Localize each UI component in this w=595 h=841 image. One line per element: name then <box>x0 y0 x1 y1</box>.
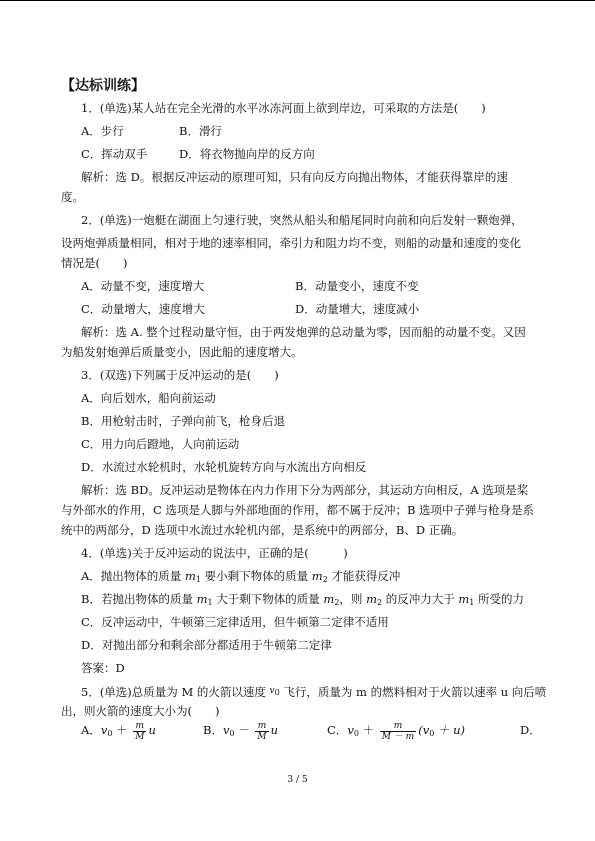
q3-option-d: D．水流过水轮机时，水轮机旋转方向与水流出方向相反 <box>81 460 367 474</box>
fraction-m-over-M: $\frac{m}{M}$ <box>257 720 267 742</box>
q1-option-c: C．挥动双手 <box>81 147 148 161</box>
q3-explanation-line3: 统中的两部分，D 选项中水流过水轮机内部，是系统中的两部分，B、D 正确。 <box>61 523 464 537</box>
q1-explanation-line2: 度。 <box>61 190 84 204</box>
q2-explanation-line1: 解析：选 A. 整个过程动量守恒，由于两发炮弹的总动量为零，因而船的动量不变。又因 <box>81 325 526 339</box>
q3-stem: 3．(双选)下列属于反冲运动的是( ) <box>81 368 279 382</box>
q3-explanation-line2: 与外部水的作用，C 选项是人脚与外部地面的作用，都不属于反冲；B 选项中子弹与枪身是系 <box>61 503 535 517</box>
q2-stem-line2: 设两炮弹质量相同，相对于地的速率相同，牵引力和阻力均不变，则船的动量和速度的变化 <box>61 236 521 250</box>
q3-option-b: B．用枪射击时，子弹向前飞，枪身后退 <box>81 414 285 428</box>
q2-option-d: D．动量增大，速度减小 <box>295 302 420 316</box>
q3-option-c: C．用力向后蹬地，人向前运动 <box>81 437 240 451</box>
q2-stem-line3: 情况是( ) <box>61 256 128 270</box>
q2-option-c: C．动量增大，速度增大 <box>81 302 205 316</box>
q5-stem-line2: 出，则火箭的速度大小为( ) <box>61 704 220 718</box>
var-m2: $m_2$ <box>311 569 328 584</box>
page-number: 3 / 5 <box>287 775 308 785</box>
q2-stem-line1: 2．(单选)一炮艇在湖面上匀速行驶，突然从船头和船尾同时向前和向后发射一颗炮弹， <box>81 213 523 227</box>
q5-option-b: B．$v_0$ － $\frac{m}{M}$ u <box>203 720 278 742</box>
q4-option-a: A．抛出物体的质量 $m_1$ 要小剩下物体的质量 $m_2$ 才能获得反冲 <box>81 569 401 584</box>
q4-answer: 答案：D <box>81 661 125 675</box>
fraction-m-over-M: $\frac{m}{M}$ <box>135 720 145 742</box>
q2-explanation-line2: 为船发射炮弹后质量变小，因此船的速度增大。 <box>61 345 303 359</box>
q4-option-c: C．反冲运动中，牛顿第三定律适用，但牛顿第二定律不适用 <box>81 615 389 629</box>
q4-option-b: B．若抛出物体的质量 $m_1$ 大于剩下物体的质量 $m_2$，则 $m_2$ 的反冲力大于 $m_1$ 所受的力 <box>81 592 525 607</box>
q1-explanation-line1: 解析：选 D。根据反冲运动的原理可知，只有向反方向抛出物体，才能获得靠岸的速 <box>81 170 508 184</box>
section-heading: 【达标训练】 <box>61 78 145 94</box>
q2-option-a: A．动量不变，速度增大 <box>81 279 205 293</box>
var-m2: $m_2$ <box>366 592 383 607</box>
q5-option-c: C．$v_0$ ＋ $\frac{m}{M - m}$ $(v_0 + u)$ <box>327 720 465 742</box>
q5-option-d: D． <box>520 723 541 737</box>
q1-stem: 1．(单选)某人站在完全光滑的水平冰冻河面上欲到岸边，可采取的方法是( ) <box>81 101 486 115</box>
var-m1: $m_1$ <box>184 569 201 584</box>
var-m1: $m_1$ <box>196 592 213 607</box>
q3-explanation-line1: 解析：选 BD。反冲运动是物体在内力作用下分为两部分，其运动方向相反，A 选项是桨 <box>81 483 529 497</box>
var-v0: v0 <box>269 686 280 697</box>
q1-option-d: D．将衣物抛向岸的反方向 <box>179 147 315 161</box>
var-m2: $m_2$ <box>323 592 340 607</box>
q5-option-a: A．$v_0$ ＋ $\frac{m}{M}$ u <box>81 720 156 742</box>
q4-option-d: D．对抛出部分和剩余部分都适用于牛顿第二定律 <box>81 638 332 652</box>
q2-option-b: B．动量变小，速度不变 <box>295 279 419 293</box>
q1-option-b: B．滑行 <box>179 124 222 138</box>
q3-option-a: A．向后划水，船向前运动 <box>81 391 216 405</box>
q1-option-a: A．步行 <box>81 124 124 138</box>
q4-stem: 4．(单选)关于反冲运动的说法中，正确的是( ) <box>81 546 348 560</box>
q5-stem-line1: 5．(单选)总质量为 M 的火箭以速度 $^{v0}$ 飞行，质量为 m 的燃料相对于火箭以速率 u 向后喷 <box>81 685 547 699</box>
fraction-m-over-M-minus-m: $\frac{m}{M - m}$ <box>381 720 415 742</box>
var-m1: $m_1$ <box>458 592 475 607</box>
